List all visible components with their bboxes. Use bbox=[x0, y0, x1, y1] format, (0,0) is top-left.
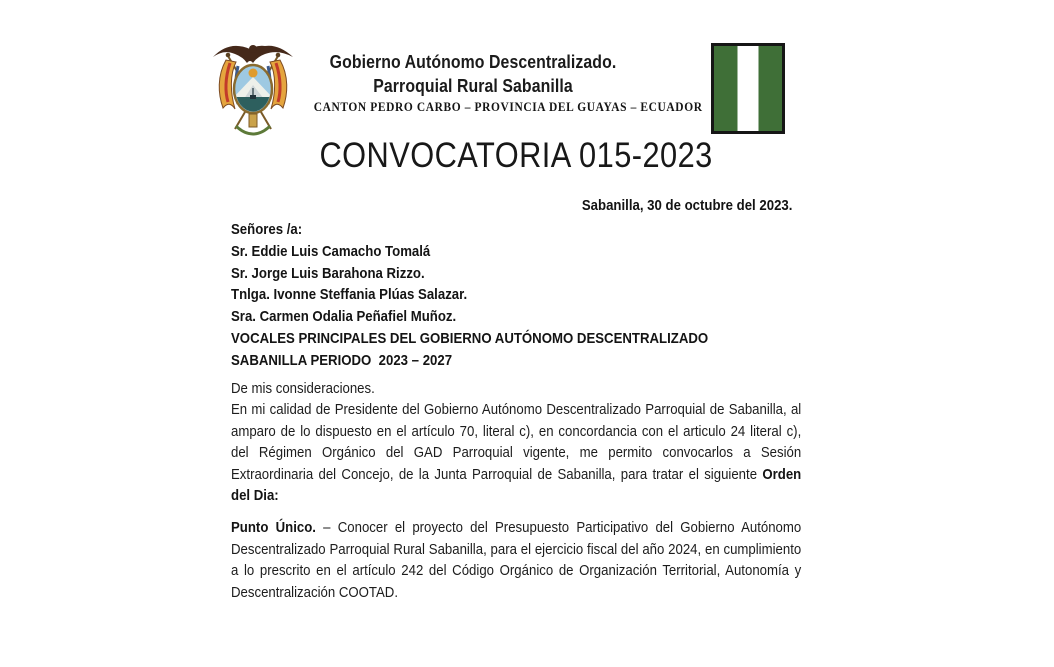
recipients-role-line1: VOCALES PRINCIPALES DEL GOBIERNO AUTÓNOMO DESCENTRALIZADO bbox=[231, 329, 709, 347]
flag-green-stripe-left bbox=[714, 46, 738, 131]
greeting-line: De mis consideraciones. bbox=[231, 379, 375, 397]
orden-del-dia-label: Orden del Dia: bbox=[231, 465, 802, 505]
paragraph-punto-unico bbox=[231, 517, 801, 603]
ecuador-coat-of-arms-icon bbox=[205, 36, 301, 138]
salutation: Señores /a: bbox=[231, 221, 303, 238]
org-location-line: CANTON PEDRO CARBO – PROVINCIA DEL GUAYAS – ECUADOR bbox=[313, 99, 703, 114]
punto-unico-text: – Conocer el proyecto del Presupuesto Participativo del Gobierno Autónomo Descentralizado Parroquial Rural Sabanilla, para el ejercicio fiscal del año 2024, en cumplimiento a lo prescrito en el artículo 242 del Código Orgánico de Organización Territorial, Autonomía y Descentralización COOTAD. bbox=[231, 519, 802, 601]
letter-body-column bbox=[231, 134, 801, 603]
document-title: CONVOCATORIA 015-2023 bbox=[319, 136, 713, 175]
recipient-name: Sr. Eddie Luis Camacho Tomalá bbox=[231, 242, 431, 260]
paragraph-intro bbox=[231, 399, 801, 507]
parish-flag-icon bbox=[711, 43, 785, 134]
dateline: Sabanilla, 30 de octubre del 2023. bbox=[581, 197, 793, 214]
paragraph-intro-text: En mi calidad de Presidente del Gobierno Autónomo Descentralizado Parroquial de Sabanilla, al amparo de lo dispuesto en el artículo 70, literal c), en concordancia con el articulo 24 literal c), del Régimen Orgánico del GAD Parroquial vigente, me permito convocarlos a Sesión Extraordinaria del Concejo, de la Junta Parroquial de Sabanilla, para tratar el siguiente bbox=[231, 401, 802, 483]
recipients-block bbox=[231, 219, 801, 372]
flag-green-stripe-right bbox=[759, 46, 783, 131]
recipients-role-line2: SABANILLA PERIODO 2023 – 2027 bbox=[231, 351, 453, 369]
org-name-line1: Gobierno Autónomo Descentralizado. bbox=[329, 52, 617, 72]
punto-unico-label: Punto Único. bbox=[231, 519, 316, 537]
letterhead bbox=[313, 50, 703, 115]
org-name-line2: Parroquial Rural Sabanilla bbox=[373, 76, 573, 96]
recipient-name: Sr. Jorge Luis Barahona Rizzo. bbox=[231, 264, 425, 282]
recipient-name: Tnlga. Ivonne Steffania Plúas Salazar. bbox=[231, 286, 468, 304]
recipient-name: Sra. Carmen Odalia Peñafiel Muñoz. bbox=[231, 308, 457, 326]
